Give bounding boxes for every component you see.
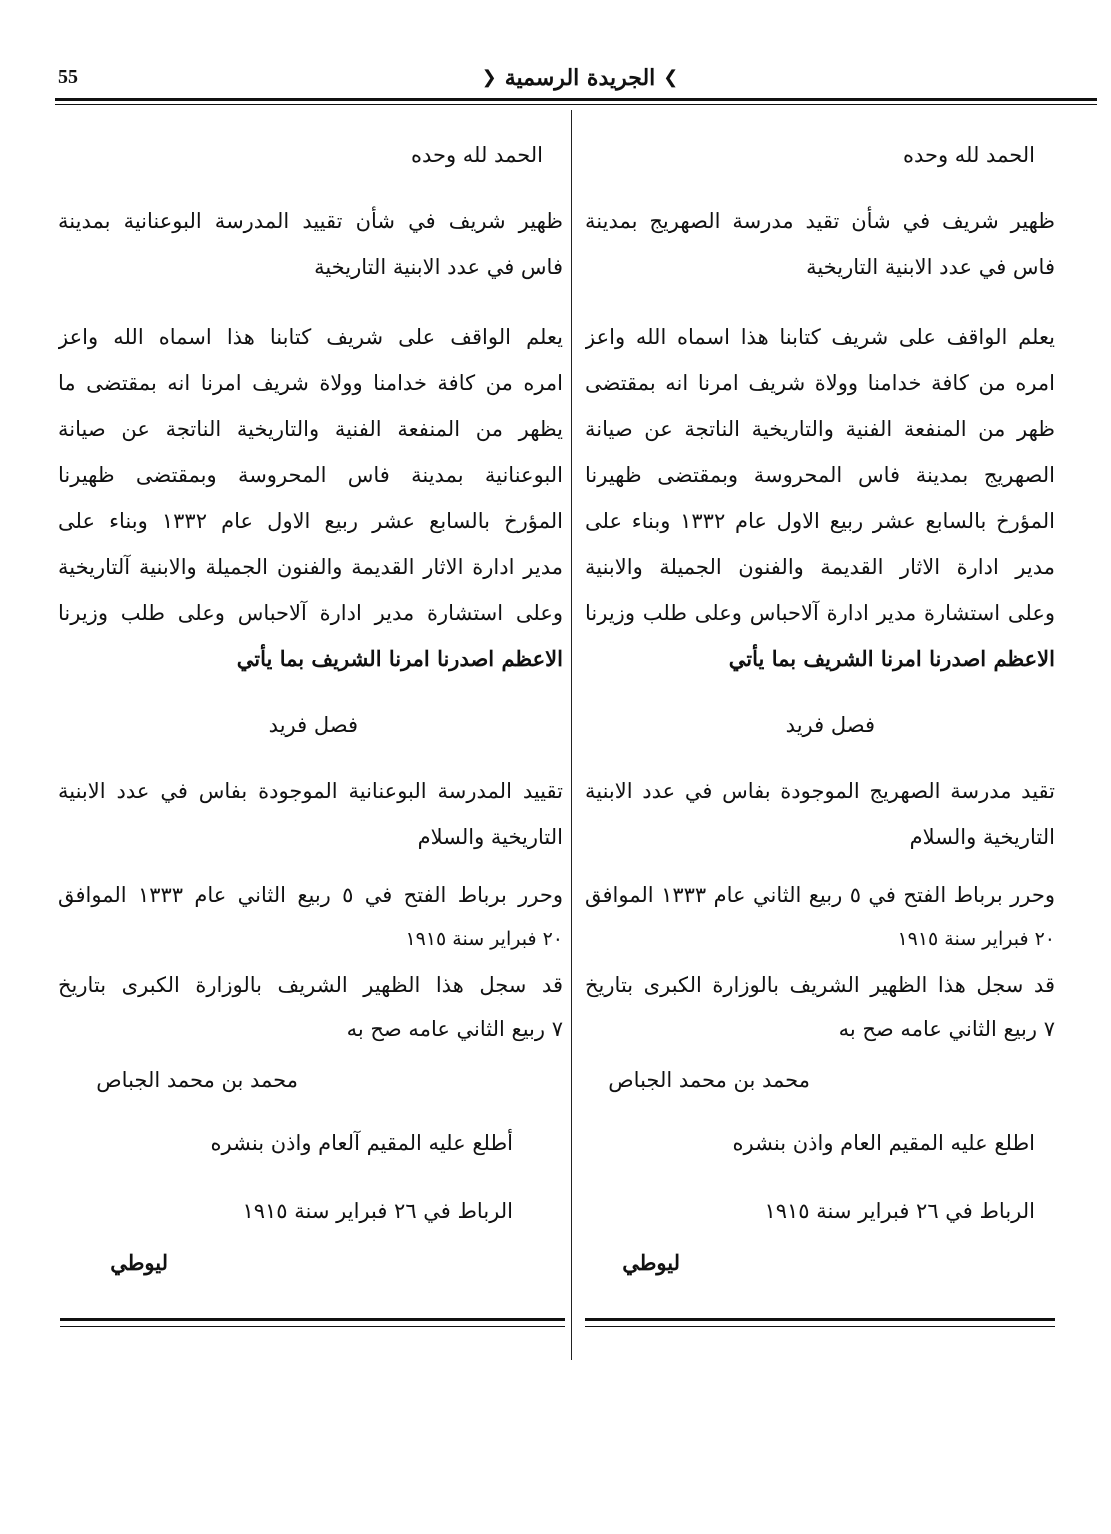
decree-body-line: الصهريج بمدينة فاس المحروسة وبمقتضى ظهيرنا [585,463,1055,487]
decree-right-column [585,110,1055,1310]
footer-rule-left [60,1318,565,1321]
decree-title-line: ظهير شريف في شأن تقييد المدرسة البوعنانية بمدينة [58,209,563,233]
decree-body-line: البوعنانية بمدينة فاس المحروسة وبمقتضى ظهيرنا [58,463,563,487]
dated-line: وحرر برباط الفتح في ٥ ربيع الثاني عام ١٣٣٣ الموافق [58,883,563,907]
dated-line: ٢٠ فبراير سنة ١٩١٥ [897,928,1055,950]
registered-line: قد سجل هذا الظهير الشريف بالوزارة الكبرى بتاريخ [58,973,563,997]
decree-body-line: مدير ادارة الاثار القديمة والفنون الجميلة والابنية آلتاريخية [58,555,563,579]
ornament-left-icon: ❯ [481,67,497,88]
article-line: التاريخية والسلام [417,825,563,849]
signatory: محمد بن محمد الجباص [608,1068,810,1092]
place-date: الرباط في ٢٦ فبراير سنة ١٩١٥ [764,1199,1035,1223]
article-line: تقيد مدرسة الصهريج الموجودة بفاس في عدد الابنية [585,779,1055,803]
article-line: تقييد المدرسة البوعنانية الموجودة بفاس في عدد الابنية [58,779,563,803]
column-divider [571,110,572,1360]
decree-body-line: امره من كافة خدامنا وولاة شريف امرنا انه بمقتضى [585,371,1055,395]
dated-line: وحرر برباط الفتح في ٥ ربيع الثاني عام ١٣٣٣ الموافق [585,883,1055,907]
dated-line: ٢٠ فبراير سنة ١٩١٥ [405,928,563,950]
decree-title-line: فاس في عدد الابنية التاريخية [806,255,1055,279]
decree-body-line: وعلى استشارة مدير ادارة آلاحباس وعلى طلب وزيرنا [585,601,1055,625]
journal-title [470,60,690,96]
header-rule-thin [55,104,1097,105]
decree-body-line: ظهر من المنفعة الفنية والتاريخية الناتجة عن صيانة [585,417,1055,441]
registered-line: قد سجل هذا الظهير الشريف بالوزارة الكبرى بتاريخ [585,973,1055,997]
signatory: محمد بن محمد الجباص [96,1068,298,1092]
journal-title-text: الجريدة الرسمية [504,65,656,91]
decree-body-line: الاعظم اصدرنا امرنا الشريف بما يأتي [236,646,563,671]
decree-body-line: مدير ادارة الاثار القديمة والفنون الجميلة والابنية [585,555,1055,579]
approval: أطلع عليه المقيم آلعام واذن بنشره [210,1131,513,1155]
decree-body-line: وعلى استشارة مدير ادارة آلاحباس وعلى طلب وزيرنا [58,601,563,625]
section-heading: فصل فريد [268,713,358,737]
approval: اطلع عليه المقيم العام واذن بنشره [732,1131,1035,1155]
decree-body-line: المؤرخ بالسابع عشر ربيع الاول عام ١٣٣٢ وبناء على [58,509,563,533]
signature: ليوطي [110,1250,168,1275]
invocation: الحمد لله وحده [902,143,1035,167]
decree-title-line: ظهير شريف في شأن تقيد مدرسة الصهريج بمدينة [585,209,1055,233]
article-line: التاريخية والسلام [909,825,1055,849]
decree-body-line: يعلم الواقف على شريف كتابنا هذا اسماه الله واعز [58,325,563,349]
decree-body-line: المؤرخ بالسابع عشر ربيع الاول عام ١٣٣٢ وبناء على [585,509,1055,533]
registered-line: ٧ ربيع الثاني عامه صح به [346,1017,563,1041]
page-header [0,0,1111,108]
decree-body-line: يعلم الواقف على شريف كتابنا هذا اسماه الله واعز [585,325,1055,349]
decree-title-line: فاس في عدد الابنية التاريخية [314,255,563,279]
registered-line: ٧ ربيع الثاني عامه صح به [838,1017,1055,1041]
section-heading: فصل فريد [785,713,875,737]
header-rule [55,98,1097,101]
ornament-right-icon: ❮ [663,67,679,88]
signature: ليوطي [622,1250,680,1275]
footer-rule-thin-left [60,1326,565,1327]
place-date: الرباط في ٢٦ فبراير سنة ١٩١٥ [242,1199,513,1223]
footer-rule-right [585,1318,1055,1321]
decree-left-column [58,110,563,1310]
page-number: 55 [58,66,78,88]
decree-body-line: الاعظم اصدرنا امرنا الشريف بما يأتي [728,646,1055,671]
invocation: الحمد لله وحده [410,143,543,167]
footer-rule-thin-right [585,1326,1055,1327]
decree-body-line: يظهر من المنفعة الفنية والتاريخية الناتجة عن صيانة [58,417,563,441]
decree-body-line: امره من كافة خدامنا وولاة شريف امرنا انه بمقتضى ما [58,371,563,395]
